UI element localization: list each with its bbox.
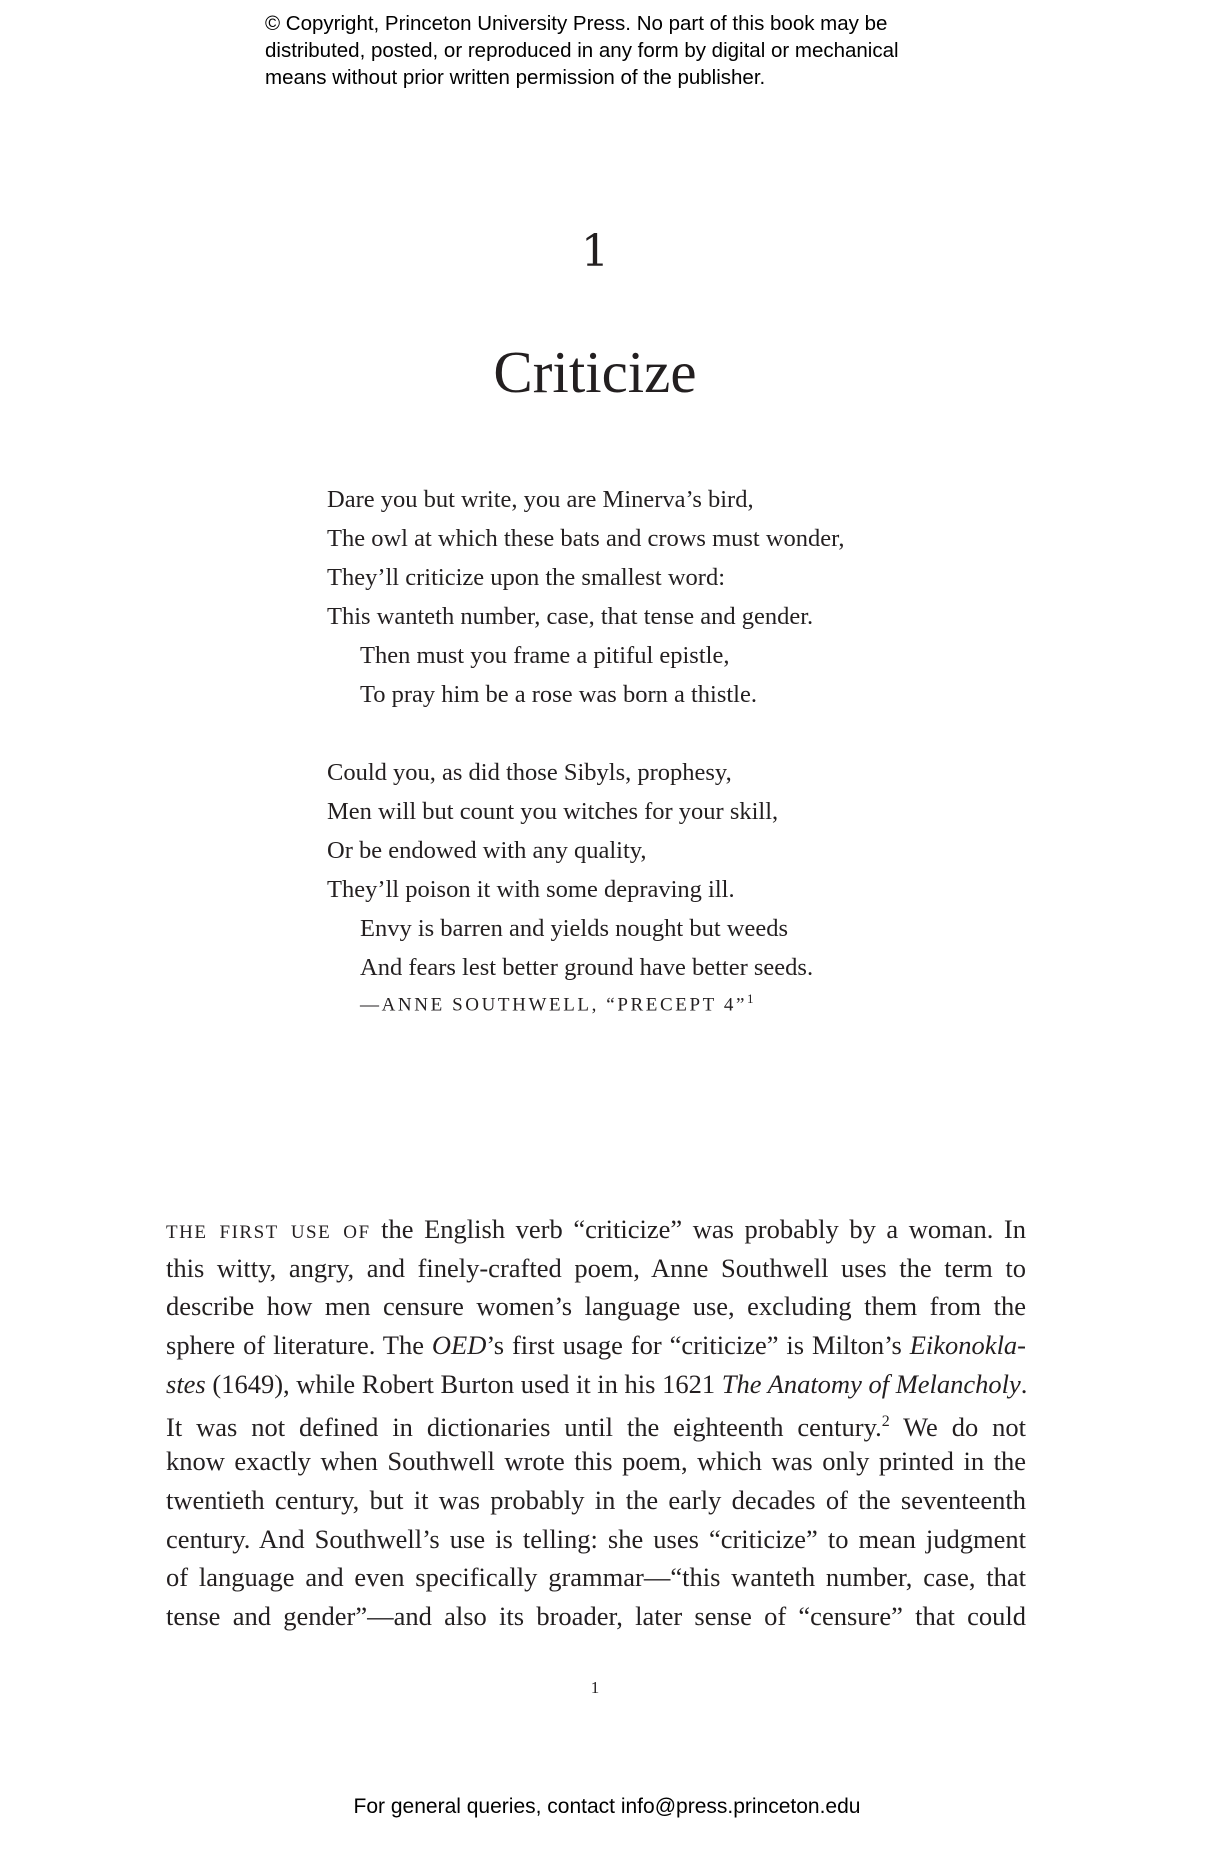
oed-title: OED [431, 1330, 487, 1361]
text-line: of language and even specifically grammar—“this wanteth number, case, that [166, 1562, 1026, 1593]
eikonoklastes-title: Eikonokla- [909, 1330, 1027, 1361]
footnote-marker: 1 [746, 991, 754, 1006]
attribution-text: —ANNE SOUTHWELL, “PRECEPT 4” [360, 994, 747, 1016]
page-number: 1 [590, 1678, 600, 1697]
lead-in-small-caps: the first use of [166, 1214, 371, 1244]
text-line: describe how men censure women’s language use, excluding them from the [166, 1291, 1026, 1322]
poem-line: Then must you frame a pitiful epistle, [360, 642, 730, 669]
poem-line: Men will but count you witches for your skill, [327, 798, 779, 825]
poem-line: And fears lest better ground have better seeds. [360, 954, 814, 981]
poem-line: They’ll poison it with some depraving ill. [327, 876, 735, 903]
copyright-line: © Copyright, Princeton University Press. No part of this book may be [265, 12, 888, 35]
poem-line: This wanteth number, case, that tense and gender. [327, 603, 814, 630]
poem-line: The owl at which these bats and crows must wonder, [327, 525, 845, 552]
poem-line: They’ll criticize upon the smallest word: [327, 564, 726, 591]
poem-line: Or be endowed with any quality, [327, 837, 647, 864]
body-paragraph [166, 1210, 1026, 1636]
text-line: tense and gender”—and also its broader, later sense of “censure” that could [166, 1600, 1026, 1631]
stanza-break [327, 714, 1027, 753]
poem-line: Could you, as did those Sibyls, prophesy, [327, 759, 732, 786]
text-line: century. And Southwell’s use is telling: she uses “criticize” to mean judgment [166, 1523, 1026, 1554]
text-line: know exactly when Southwell wrote this poem, which was only printed in the [166, 1446, 1026, 1477]
text-line: this witty, angry, and finely-crafted poem, Anne Southwell uses the term to [166, 1252, 1026, 1283]
poem-line: To pray him be a rose was born a thistle. [360, 681, 757, 708]
copyright-line: distributed, posted, or reproduced in any form by digital or mechanical [265, 39, 899, 62]
text-line: the first use of the English verb “criticize” was probably by a woman. In [166, 1214, 1027, 1244]
anatomy-title: The Anatomy of Melancholy [721, 1368, 1021, 1399]
epigraph-attribution [327, 991, 1027, 1016]
epigraph-poem [327, 480, 1027, 1016]
chapter-title: Criticize [493, 339, 697, 405]
copyright-line: means without prior written permission of the publisher. [265, 66, 766, 89]
copyright-notice [265, 10, 1005, 91]
chapter-number: 1 [581, 226, 609, 277]
poem-line: Envy is barren and yields nought but weeds [360, 915, 788, 942]
poem-line: Dare you but write, you are Minerva’s bird, [327, 486, 754, 513]
footer-contact: For general queries, contact info@press.princeton.edu [353, 1795, 861, 1818]
text-line: It was not defined in dictionaries until the eighteenth century.$^2$ We do not [166, 1412, 1026, 1443]
footnote-marker: 2 [881, 1413, 890, 1431]
text-line: twentieth century, but it was probably in the early decades of the seventeenth [166, 1484, 1026, 1515]
text-line: stes (1649), while Robert Burton used it in his 1621 The Anatomy of Melancholy. [166, 1368, 1028, 1399]
text-line: sphere of literature. The OED’s first usage for “criticize” is Milton’s Eikonokla- [166, 1330, 1027, 1361]
